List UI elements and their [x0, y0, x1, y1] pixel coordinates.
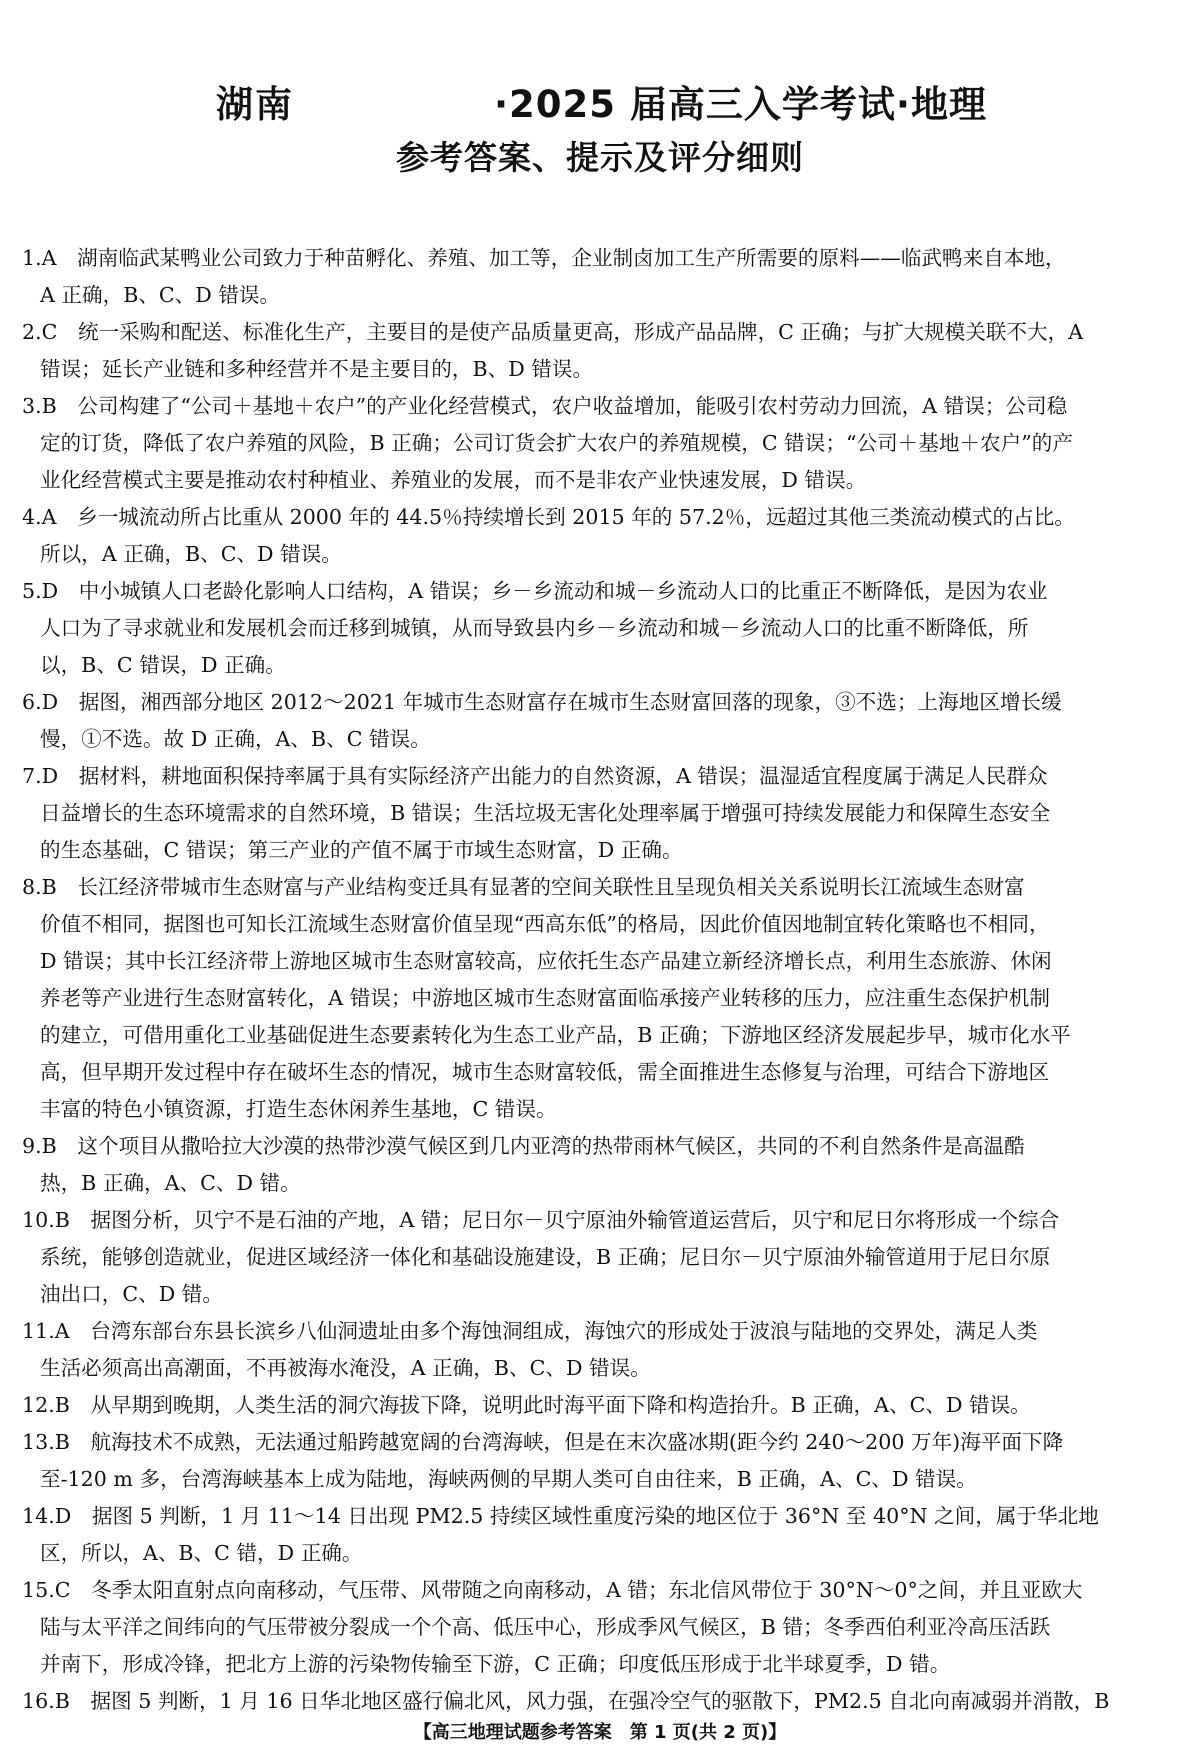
page-footer: 【高三地理试题参考答案 第 1 页(共 2 页)】 — [413, 1722, 787, 1743]
answer-continuation-line: 区，所以，A、B、C 错，D 正确。 — [40, 1541, 363, 1565]
answer-first-line: 13.B 航海技术不成熟，无法通过船跨越宽阔的台湾海峡，但是在末次盛冰期(距今约 240～200 万年)海平面下降 — [22, 1430, 1064, 1454]
answer-continuation-line: D 错误；其中长江经济带上游地区城市生态财富较高，应依托生态产品建立新经济增长点，利用生态旅游、休闲 — [40, 949, 1052, 973]
answer-continuation-line: 丰富的特色小镇资源，打造生态休闲养生基地，C 错误。 — [40, 1097, 557, 1121]
answer-continuation-line: 的生态基础，C 错误；第三产业的产值不属于市域生态财富，D 正确。 — [40, 838, 683, 862]
answer-continuation-line: 人口为了寻求就业和发展机会而迁移到城镇，从而导致县内乡－乡流动和城－乡流动人口的比重不断降低，所 — [40, 616, 1029, 640]
title-row — [0, 74, 1200, 126]
answer-first-line: 16.B 据图 5 判断，1 月 16 日华北地区盛行偏北风，风力强，在强冷空气的驱散下，PM2.5 自北向南减弱并消散，B — [22, 1689, 1110, 1713]
answer-first-line: 1.A 湖南临武某鸭业公司致力于种苗孵化、养殖、加工等，企业制卤加工生产所需要的原料——临武鸭来自本地， — [22, 246, 1066, 270]
answer-continuation-line: 热，B 正确，A、C、D 错。 — [40, 1171, 301, 1195]
exam-title: ·2025 届高三入学考试·地理 — [494, 83, 987, 126]
answer-first-line: 2.C 统一采购和配送、标准化生产，主要目的是使产品质量更高，形成产品品牌，C 正确；与扩大规模关联不大，A — [22, 320, 1084, 344]
answer-first-line: 8.B 长江经济带城市生态财富与产业结构变迁具有显著的空间关联性且呈现负相关关系说明长江流域生态财富 — [22, 875, 1025, 899]
answer-continuation-line: 所以，A 正确，B、C、D 错误。 — [40, 542, 342, 566]
answer-item — [22, 1313, 1172, 1387]
answer-item — [22, 573, 1172, 684]
answer-item — [22, 240, 1172, 314]
answer-item — [22, 1683, 1172, 1720]
answer-continuation-line: 高，但早期开发过程中存在破坏生态的情况，城市生态财富较低，需全面推进生态修复与治理，可结合下游地区 — [40, 1060, 1050, 1084]
answer-continuation-line: 日益增长的生态环境需求的自然环境，B 错误；生活垃圾无害化处理率属于增强可持续发展能力和保障生态安全 — [40, 801, 1051, 825]
answer-first-line: 6.D 据图，湘西部分地区 2012～2021 年城市生态财富存在城市生态财富回落的现象，③不选；上海地区增长缓 — [22, 690, 1062, 714]
answer-first-line: 3.B 公司构建了“公司＋基地＋农户”的产业化经营模式，农户收益增加，能吸引农村劳动力回流，A 错误；公司稳 — [22, 394, 1068, 418]
answer-first-line: 5.D 中小城镇人口老龄化影响人口结构，A 错误；乡－乡流动和城－乡流动人口的比重正不断降低，是因为农业 — [22, 579, 1048, 603]
region-title: 湖南 — [216, 83, 294, 126]
answer-item — [22, 1128, 1172, 1202]
answer-continuation-line: 价值不相同，据图也可知长江流域生态财富价值呈现“西高东低”的格局，因此价值因地制宜转化策略也不相同， — [40, 912, 1050, 936]
answer-item — [22, 1424, 1172, 1498]
answer-item — [22, 758, 1172, 869]
answer-item — [22, 1387, 1172, 1424]
answer-item — [22, 499, 1172, 573]
answer-continuation-line: 并南下，形成冷锋，把北方上游的污染物传输至下游，C 正确；印度低压形成于北半球夏季，D 错。 — [40, 1652, 951, 1676]
answer-item — [22, 1202, 1172, 1313]
answer-first-line: 9.B 这个项目从撒哈拉大沙漠的热带沙漠气候区到几内亚湾的热带雨林气候区，共同的不利自然条件是高温酷 — [22, 1134, 1025, 1158]
answer-first-line: 4.A 乡一城流动所占比重从 2000 年的 44.5％持续增长到 2015 年的 57.2％，远超过其他三类流动模式的占比。 — [22, 505, 1075, 529]
answer-continuation-line: 定的订货，降低了农户养殖的风险，B 正确；公司订货会扩大农户的养殖规模，C 错误；“公司＋基地＋农户”的产 — [40, 431, 1073, 455]
answer-continuation-line: 养老等产业进行生态财富转化，A 错误；中游地区城市生态财富面临承接产业转移的压力，应注重生态保护机制 — [40, 986, 1050, 1010]
answer-item — [22, 684, 1172, 758]
answer-item — [22, 869, 1172, 1128]
answer-continuation-line: 至-120 m 多，台湾海峡基本上成为陆地，海峡两侧的早期人类可自由往来，B 正确，A、C、D 错误。 — [40, 1467, 977, 1491]
answer-continuation-line: 陆与太平洋之间纬向的气压带被分裂成一个个高、低压中心，形成季风气候区，B 错；冬季西伯利亚冷高压活跃 — [40, 1615, 1051, 1639]
answer-continuation-line: 业化经营模式主要是推动农村种植业、养殖业的发展，而不是非农产业快速发展，D 错误。 — [40, 468, 867, 492]
answer-continuation-line: 慢，①不选。故 D 正确，A、B、C 错误。 — [40, 727, 431, 751]
answer-continuation-line: 错误；延长产业链和多种经营并不是主要目的，B、D 错误。 — [40, 357, 594, 381]
answer-first-line: 14.D 据图 5 判断，1 月 11～14 日出现 PM2.5 持续区域性重度污染的地区位于 36°N 至 40°N 之间，属于华北地 — [22, 1504, 1099, 1528]
answer-continuation-line: A 正确，B、C、D 错误。 — [40, 283, 281, 307]
answer-first-line: 15.C 冬季太阳直射点向南移动，气压带、风带随之向南移动，A 错；东北信风带位于 30°N～0°之间，并且亚欧大 — [22, 1578, 1083, 1602]
answer-continuation-line: 生活必须高出高潮面，不再被海水淹没，A 正确，B、C、D 错误。 — [40, 1356, 651, 1380]
answer-item — [22, 1498, 1172, 1572]
answer-first-line: 7.D 据材料，耕地面积保持率属于具有实际经济产出能力的自然资源，A 错误；温湿适宜程度属于满足人民群众 — [22, 764, 1048, 788]
page-subtitle: 参考答案、提示及评分细则 — [396, 138, 804, 177]
answer-list — [22, 240, 1172, 1720]
answer-item — [22, 1572, 1172, 1683]
answer-continuation-line: 系统，能够创造就业，促进区域经济一体化和基础设施建设，B 正确；尼日尔－贝宁原油外输管道用于尼日尔原 — [40, 1245, 1051, 1269]
answer-continuation-line: 以，B、C 错误，D 正确。 — [40, 653, 286, 677]
answer-first-line: 11.A 台湾东部台东县长滨乡八仙洞遗址由多个海蚀洞组成，海蚀穴的形成处于波浪与陆地的交界处，满足人类 — [22, 1319, 1038, 1343]
answer-continuation-line: 的建立，可借用重化工业基础促进生态要素转化为生态工业产品，B 正确；下游地区经济发展起步早，城市化水平 — [40, 1023, 1071, 1047]
answer-item — [22, 388, 1172, 499]
answer-item — [22, 314, 1172, 388]
answer-continuation-line: 油出口，C、D 错。 — [40, 1282, 223, 1306]
answer-first-line: 12.B 从早期到晚期，人类生活的洞穴海拔下降，说明此时海平面下降和构造抬升。B 正确，A、C、D 错误。 — [22, 1393, 1031, 1417]
answer-first-line: 10.B 据图分析，贝宁不是石油的产地，A 错；尼日尔－贝宁原油外输管道运营后，贝宁和尼日尔将形成一个综合 — [22, 1208, 1060, 1232]
